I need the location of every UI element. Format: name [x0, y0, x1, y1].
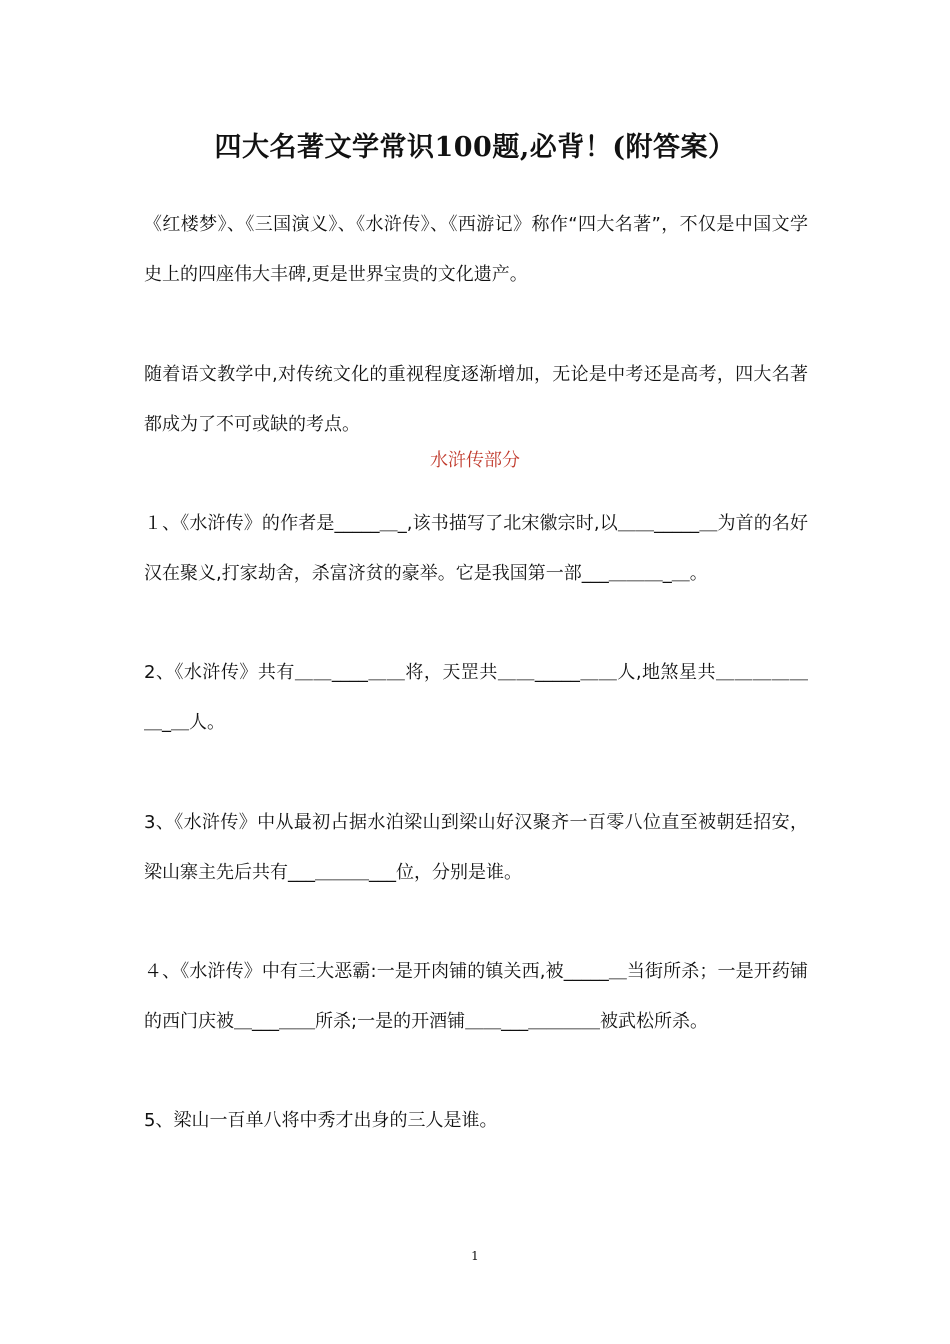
- question-2: 2、《水浒传》共有＿＿____＿＿将，天罡共＿＿_____＿＿人,地煞星共＿＿＿＿＿＿_＿人。: [144, 662, 808, 733]
- intro-paragraph-2: 随着语文教学中,对传统文化的重视程度逐渐增加，无论是中考还是高考，四大名著都成为了不可或缺的考点。: [144, 364, 808, 435]
- question-4: ４、《水浒传》中有三大恶霸:一是开肉铺的镇关西,被_____＿当街所杀；一是开药铺的西门庆被＿___＿＿所杀;一是的开酒铺＿＿___＿＿＿＿被武松所杀。: [144, 961, 808, 1032]
- intro-paragraph-1: 《红楼梦》、《三国演义》、《水浒传》、《西游记》称作“四大名著”，不仅是中国文学史上的四座伟大丰碑,更是世界宝贵的文化遗产。: [144, 214, 808, 285]
- document-title: 四大名著文学常识100题,必背！(附答案）: [214, 132, 736, 163]
- question-1: １、《水浒传》的作者是_____＿_,该书描写了北宋徽宗时,以＿＿_____＿为首的名好汉在聚义,打家劫舍，杀富济贫的豪举。它是我国第一部___＿＿＿_＿。: [144, 513, 808, 584]
- question-3: 3、《水浒传》中从最初占据水泊梁山到梁山好汉聚齐一百零八位直至被朝廷招安，梁山寨主先后共有___＿＿＿___位，分别是谁。: [144, 812, 808, 883]
- section-title: 水浒传部分: [430, 450, 520, 471]
- question-5: 5、梁山一百单八将中秀才出身的三人是谁。: [144, 1110, 498, 1131]
- page-number: 1: [471, 1249, 479, 1263]
